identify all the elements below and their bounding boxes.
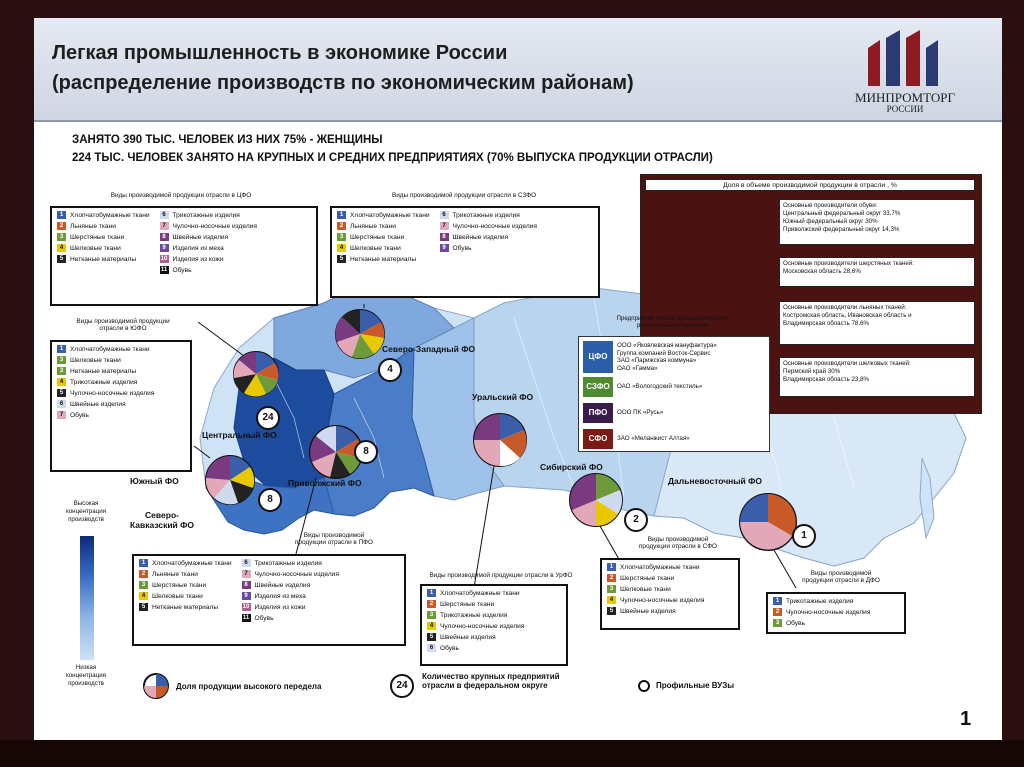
- legend-item-label: Чулочно-носочные изделия: [452, 223, 537, 230]
- pie-szfo: [335, 310, 384, 358]
- share-panel-title: Доля в объеме производимой продукции в отрасли , %: [645, 179, 975, 191]
- legend-item-label: Трикотажные изделия: [172, 212, 240, 219]
- legend-item: [425, 643, 524, 654]
- legend-swatch: 2: [427, 600, 436, 608]
- legend-item-label: Обувь: [786, 620, 805, 627]
- legend-item-label: Шелковые ткани: [620, 586, 671, 593]
- legend-item: [55, 254, 150, 265]
- count-legend-sample: 24: [390, 674, 414, 698]
- concentration-scale: [80, 536, 94, 660]
- legend-item: [55, 243, 150, 254]
- legend-item: [137, 580, 232, 591]
- legend-item: [335, 254, 430, 265]
- legend-item: [55, 355, 154, 366]
- legend-pfo: [132, 554, 406, 646]
- legend-item-label: Швейные изделия: [254, 582, 311, 589]
- enterprise-names: [617, 435, 690, 443]
- enterprise-row: [583, 429, 690, 449]
- legend-item: [335, 221, 430, 232]
- legend-dfo-caption: Виды производимой продукции отрасли в ДФО: [802, 570, 880, 584]
- legend-item-label: Хлопчатобумажные ткани: [620, 564, 700, 571]
- legend-item-label: Льняные ткани: [70, 223, 116, 230]
- count-yfo: 8: [258, 488, 282, 512]
- district-badge: ПФО: [583, 403, 613, 423]
- legend-item-label: Швейные изделия: [620, 608, 676, 615]
- legend-item-label: Изделия из кожи: [254, 604, 306, 611]
- legend-item-label: Нетканые материалы: [70, 368, 137, 375]
- legend-item: [605, 573, 704, 584]
- enterprise-name: ЗАО «Меланжист Алтая»: [617, 435, 690, 443]
- employment-stat: ЗАНЯТО 390 ТЫС. ЧЕЛОВЕК ИЗ НИХ 75% - ЖЕНЩИНЫ: [72, 134, 383, 146]
- legend-item: [425, 599, 524, 610]
- legend-swatch: 5: [607, 607, 616, 615]
- legend-item: [771, 618, 870, 629]
- pie-sfo: [570, 474, 622, 526]
- legend-swatch: 3: [773, 619, 782, 627]
- legend-item-label: Шелковые ткани: [70, 245, 121, 252]
- legend-item-label: Нетканые материалы: [350, 256, 417, 263]
- legend-item: [55, 410, 154, 421]
- label-skfo: Северо- Кавказский ФО: [130, 510, 195, 530]
- legend-item: [425, 610, 524, 621]
- legend-swatch: 1: [427, 589, 436, 597]
- legend-swatch: 4: [337, 244, 346, 252]
- legend-item-label: Шелковые ткани: [350, 245, 401, 252]
- scale-low-label: Низкая концентрация производств: [65, 664, 107, 687]
- legend-swatch: 8: [440, 233, 449, 241]
- enterprise-name: ОАО «Вологодский текстиль»: [617, 383, 703, 391]
- legend-item: [240, 602, 339, 613]
- legend-item: [137, 569, 232, 580]
- legend-swatch: 7: [57, 411, 66, 419]
- legend-item: [240, 569, 339, 580]
- legend-swatch: 7: [242, 570, 251, 578]
- legend-swatch: 4: [57, 378, 66, 386]
- legend-item: [438, 243, 537, 254]
- legend-item: [425, 588, 524, 599]
- vuz-legend-label: Профильные ВУЗы: [656, 681, 735, 690]
- enterprise-names: [617, 342, 717, 372]
- legend-swatch: 8: [160, 233, 169, 241]
- legend-ufo-caption: Виды производимой продукции отрасли в ЮФО: [76, 318, 170, 332]
- legend-item: [425, 621, 524, 632]
- legend-swatch: 10: [242, 604, 250, 611]
- label-szfo: Северо-Западный ФО: [382, 344, 476, 354]
- legend-sfo: [600, 558, 740, 630]
- legend-sfo-columns: [602, 560, 738, 619]
- logo-country: РОССИИ: [886, 104, 924, 114]
- legend-item: [137, 591, 232, 602]
- legend-item: [158, 243, 257, 254]
- pie-urfo: [474, 414, 526, 466]
- district-badge: СФО: [583, 429, 613, 449]
- legend-item: [137, 602, 232, 613]
- count-dfo: 1: [792, 524, 816, 548]
- legend-szfo-caption: Виды производимой продукции отрасли в СЗФО: [391, 192, 537, 199]
- legend-item-label: Нетканые материалы: [152, 604, 219, 611]
- legend-swatch: 2: [57, 222, 66, 230]
- legend-dfo-col1: [771, 596, 870, 629]
- legend-item-label: Трикотажные изделия: [70, 379, 138, 386]
- legend-swatch: 7: [160, 222, 169, 230]
- legend-urfo-columns: [422, 586, 566, 656]
- legend-item-label: Льняные ткани: [350, 223, 396, 230]
- legend-swatch: 11: [242, 615, 250, 622]
- legend-urfo: [420, 584, 568, 666]
- page-number: 1: [960, 708, 972, 730]
- legend-sfo-caption: Виды производимой продукции отрасли в СФО: [638, 536, 718, 550]
- legend-swatch: 3: [607, 585, 616, 593]
- legend-item: [605, 584, 704, 595]
- legend-swatch: 6: [160, 211, 169, 219]
- legend-swatch: 9: [160, 244, 169, 252]
- legend-cfo: [50, 206, 318, 306]
- district-badge: ЦФО: [583, 341, 613, 373]
- legend-item-label: Чулочно-носочные изделия: [70, 390, 155, 397]
- legend-item-label: Шерстяные ткани: [440, 601, 495, 608]
- legend-cfo-columns: [52, 208, 316, 278]
- legend-item: [335, 210, 430, 221]
- share-box-linen: Основные производители льняных тканей: Костромская область, Ивановская область и Владимирская область 78,6%: [779, 301, 975, 345]
- legend-swatch: 3: [57, 367, 66, 375]
- legend-item-label: Шелковые ткани: [152, 593, 203, 600]
- label-urfo: Уральский ФО: [472, 392, 534, 402]
- legend-item: [240, 613, 339, 624]
- legend-swatch: 10: [160, 256, 168, 263]
- legend-item-label: Швейные изделия: [70, 401, 126, 408]
- legend-swatch: 4: [139, 592, 148, 600]
- legend-swatch: 2: [337, 222, 346, 230]
- legend-item-label: Шерстяные ткани: [152, 582, 207, 589]
- legend-swatch: 7: [440, 222, 449, 230]
- scale-high-label: Высокая концентрация производств: [65, 500, 107, 523]
- legend-item: [438, 232, 537, 243]
- legend-swatch: 4: [607, 596, 616, 604]
- legend-swatch: 11: [160, 267, 168, 274]
- legend-swatch: 1: [139, 559, 148, 567]
- legend-item: [771, 596, 870, 607]
- legend-item: [158, 232, 257, 243]
- label-cfo: Центральный ФО: [202, 430, 277, 440]
- legend-swatch: 4: [427, 622, 436, 630]
- legend-cfo-caption: Виды производимой продукции отрасли в ЦФО: [110, 192, 252, 199]
- legend-swatch: 9: [242, 592, 251, 600]
- legend-szfo-col1: [335, 210, 430, 265]
- legend-item-label: Чулочно-носочные изделия: [620, 597, 705, 604]
- legend-item: [55, 388, 154, 399]
- enterprise-names: [617, 383, 702, 391]
- legend-swatch: 1: [607, 563, 616, 571]
- slide-subtitle: (распределение производств по экономическим районам): [52, 72, 634, 94]
- legend-cfo-col1: [55, 210, 150, 276]
- vuz-icon: [638, 680, 650, 692]
- enterprises-title: Предприятия легкой промышленности регионального значения: [616, 315, 728, 329]
- legend-item: [158, 221, 257, 232]
- legend-item-label: Обувь: [440, 645, 459, 652]
- slide: [34, 18, 1002, 740]
- count-pfo: 8: [354, 440, 378, 464]
- label-sfo: Сибирский ФО: [540, 462, 603, 472]
- legend-item: [240, 580, 339, 591]
- legend-swatch: 6: [242, 559, 251, 567]
- legend-pfo-col1: [137, 558, 232, 624]
- legend-swatch: 5: [57, 255, 66, 263]
- legend-item: [55, 366, 154, 377]
- legend-item-label: Швейные изделия: [172, 234, 229, 241]
- legend-item: [158, 265, 257, 276]
- legend-item-label: Хлопчатобумажные ткани: [152, 560, 232, 567]
- legend-item: [335, 232, 430, 243]
- enterprise-name: ООО ПК «Русь»: [617, 409, 664, 417]
- legend-item-label: Хлопчатобумажные ткани: [350, 212, 430, 219]
- legend-item: [335, 243, 430, 254]
- legend-swatch: 5: [337, 255, 346, 263]
- legend-item-label: Хлопчатобумажные ткани: [70, 212, 150, 219]
- legend-szfo-col2: [438, 210, 537, 265]
- enterprises-panel: [578, 336, 770, 452]
- legend-urfo-col1: [425, 588, 524, 654]
- legend-item-label: Шерстяные ткани: [620, 575, 675, 582]
- legend-swatch: 2: [139, 570, 148, 578]
- legend-item: [55, 221, 150, 232]
- legend-item-label: Обувь: [70, 412, 89, 419]
- legend-item: [771, 607, 870, 618]
- logo-name: МИНПРОМТОРГ: [855, 90, 955, 105]
- enterprise-name: ЗАО «Парижская коммуна»: [617, 357, 697, 364]
- legend-swatch: 3: [337, 233, 346, 241]
- share-box-silk: Основные производители шелковых тканей: Пермский край 30% Владимирская область 23,8%: [779, 357, 975, 397]
- legend-item-label: Трикотажные изделия: [254, 560, 322, 567]
- enterprise-row: [583, 341, 717, 373]
- legend-swatch: 1: [337, 211, 346, 219]
- legend-item-label: Чулочно-носочные изделия: [440, 623, 525, 630]
- legend-item-label: Хлопчатобумажные ткани: [440, 590, 520, 597]
- legend-swatch: 6: [57, 400, 66, 408]
- legend-szfo: [330, 206, 600, 298]
- legend-ufo-columns: [52, 342, 190, 423]
- count-szfo: 4: [378, 358, 402, 382]
- legend-item: [55, 377, 154, 388]
- legend-item-label: Чулочно-носочные изделия: [172, 223, 257, 230]
- legend-item: [240, 558, 339, 569]
- legend-pfo-col2: [240, 558, 339, 624]
- legend-item: [605, 562, 704, 573]
- enterprise-name: ООО «Яковлевская мануфактура»: [617, 342, 717, 349]
- legend-swatch: 2: [607, 574, 616, 582]
- label-yfo: Южный ФО: [130, 476, 179, 486]
- legend-item-label: Швейные изделия: [440, 634, 496, 641]
- legend-urfo-caption: Виды производимой продукции отрасли в УрФО: [429, 572, 573, 579]
- legend-item-label: Изделия из кожи: [172, 256, 224, 263]
- pie-legend-label: Доля продукции высокого передела: [176, 682, 322, 691]
- enterprise-name: Группа компаний Восток-Сервис: [617, 349, 711, 357]
- legend-item-label: Швейные изделия: [452, 234, 509, 241]
- enterprise-names: [617, 409, 663, 417]
- legend-item: [158, 254, 257, 265]
- label-dfo: Дальневосточный ФО: [668, 476, 763, 486]
- legend-cfo-col2: [158, 210, 257, 276]
- legend-item-label: Чулочно-носочные изделия: [254, 571, 339, 578]
- legend-swatch: 1: [773, 597, 782, 605]
- legend-item: [240, 591, 339, 602]
- legend-item-label: Хлопчатобумажные ткани: [70, 346, 150, 353]
- legend-pfo-columns: [134, 556, 404, 626]
- legend-swatch: 8: [242, 581, 251, 589]
- legend-item-label: Трикотажные изделия: [440, 612, 508, 619]
- district-badge: СЗФО: [583, 377, 613, 397]
- enterprise-row: [583, 403, 663, 423]
- legend-swatch: 2: [773, 608, 782, 616]
- legend-item-label: Обувь: [452, 245, 472, 252]
- legend-swatch: 5: [427, 633, 436, 641]
- legend-item-label: Трикотажные изделия: [452, 212, 520, 219]
- legend-item-label: Шерстяные ткани: [350, 234, 405, 241]
- legend-swatch: 6: [440, 211, 449, 219]
- legend-swatch: 3: [427, 611, 436, 619]
- pie-yfo: [206, 456, 254, 504]
- enterprise-row: [583, 377, 702, 397]
- legend-ufo-col1: [55, 344, 154, 421]
- pie-dfo: [740, 494, 796, 550]
- legend-ufo: [50, 340, 192, 472]
- legend-swatch: 1: [57, 345, 66, 353]
- count-sfo: 2: [624, 508, 648, 532]
- legend-item: [438, 210, 537, 221]
- enterprise-stat: 224 ТЫС. ЧЕЛОВЕК ЗАНЯТО НА КРУПНЫХ И СРЕДНИХ ПРЕДПРИЯТИЯХ (70% ВЫПУСКА ПРОДУКЦИИ ОТРАСЛИ): [72, 152, 713, 164]
- legend-item-label: Нетканые материалы: [70, 256, 137, 263]
- legend-item-label: Трикотажные изделия: [786, 598, 854, 605]
- legend-item: [137, 558, 232, 569]
- legend-item: [158, 210, 257, 221]
- count-legend-label: Количество крупных предприятий отрасли в федеральном округе: [422, 672, 560, 690]
- legend-swatch: 5: [139, 603, 148, 611]
- label-pfo: Приволжский ФО: [288, 478, 362, 488]
- enterprise-name: ОАО «Гамма»: [617, 364, 658, 372]
- legend-item-label: Изделия из меха: [172, 245, 224, 252]
- bottom-bar: [0, 740, 1024, 767]
- share-box-wool: Основные производители шерстяных тканей: Московская область 28,6%: [779, 257, 975, 287]
- legend-item-label: Льняные ткани: [152, 571, 198, 578]
- legend-swatch: 3: [57, 356, 66, 364]
- legend-item: [55, 210, 150, 221]
- legend-item-label: Шелковые ткани: [70, 357, 121, 364]
- legend-sfo-col1: [605, 562, 704, 617]
- legend-swatch: 9: [440, 244, 449, 252]
- legend-item: [55, 399, 154, 410]
- legend-item: [438, 221, 537, 232]
- legend-item: [425, 632, 524, 643]
- legend-swatch: 6: [427, 644, 436, 652]
- legend-dfo: [766, 592, 906, 634]
- legend-swatch: 3: [139, 581, 148, 589]
- pie-cfo: [234, 352, 279, 396]
- share-box-shoes: Основные производители обуви: Центральный федеральный округ 33,7% Южный федеральный округ 30% Приволжский федеральный округ 14,3%: [779, 199, 975, 245]
- pie-sample-icon: [142, 672, 170, 700]
- legend-dfo-columns: [768, 594, 904, 631]
- legend-szfo-columns: [332, 208, 598, 267]
- slide-title: Легкая промышленность в экономике России: [52, 42, 508, 64]
- legend-swatch: 4: [57, 244, 66, 252]
- legend-swatch: 3: [57, 233, 66, 241]
- legend-item-label: Изделия из меха: [254, 593, 306, 600]
- legend-item-label: Чулочно-носочные изделия: [786, 609, 871, 616]
- legend-swatch: 5: [57, 389, 66, 397]
- legend-item-label: Шерстяные ткани: [70, 234, 125, 241]
- legend-item: [605, 606, 704, 617]
- legend-item: [605, 595, 704, 606]
- legend-pfo-caption: Виды производимой продукции отрасли в ПФО: [294, 532, 374, 546]
- legend-item: [55, 232, 150, 243]
- legend-swatch: 1: [57, 211, 66, 219]
- count-cfo: 24: [256, 406, 280, 430]
- legend-item-label: Обувь: [172, 267, 192, 274]
- legend-item: [55, 344, 154, 355]
- legend-item-label: Обувь: [254, 615, 274, 622]
